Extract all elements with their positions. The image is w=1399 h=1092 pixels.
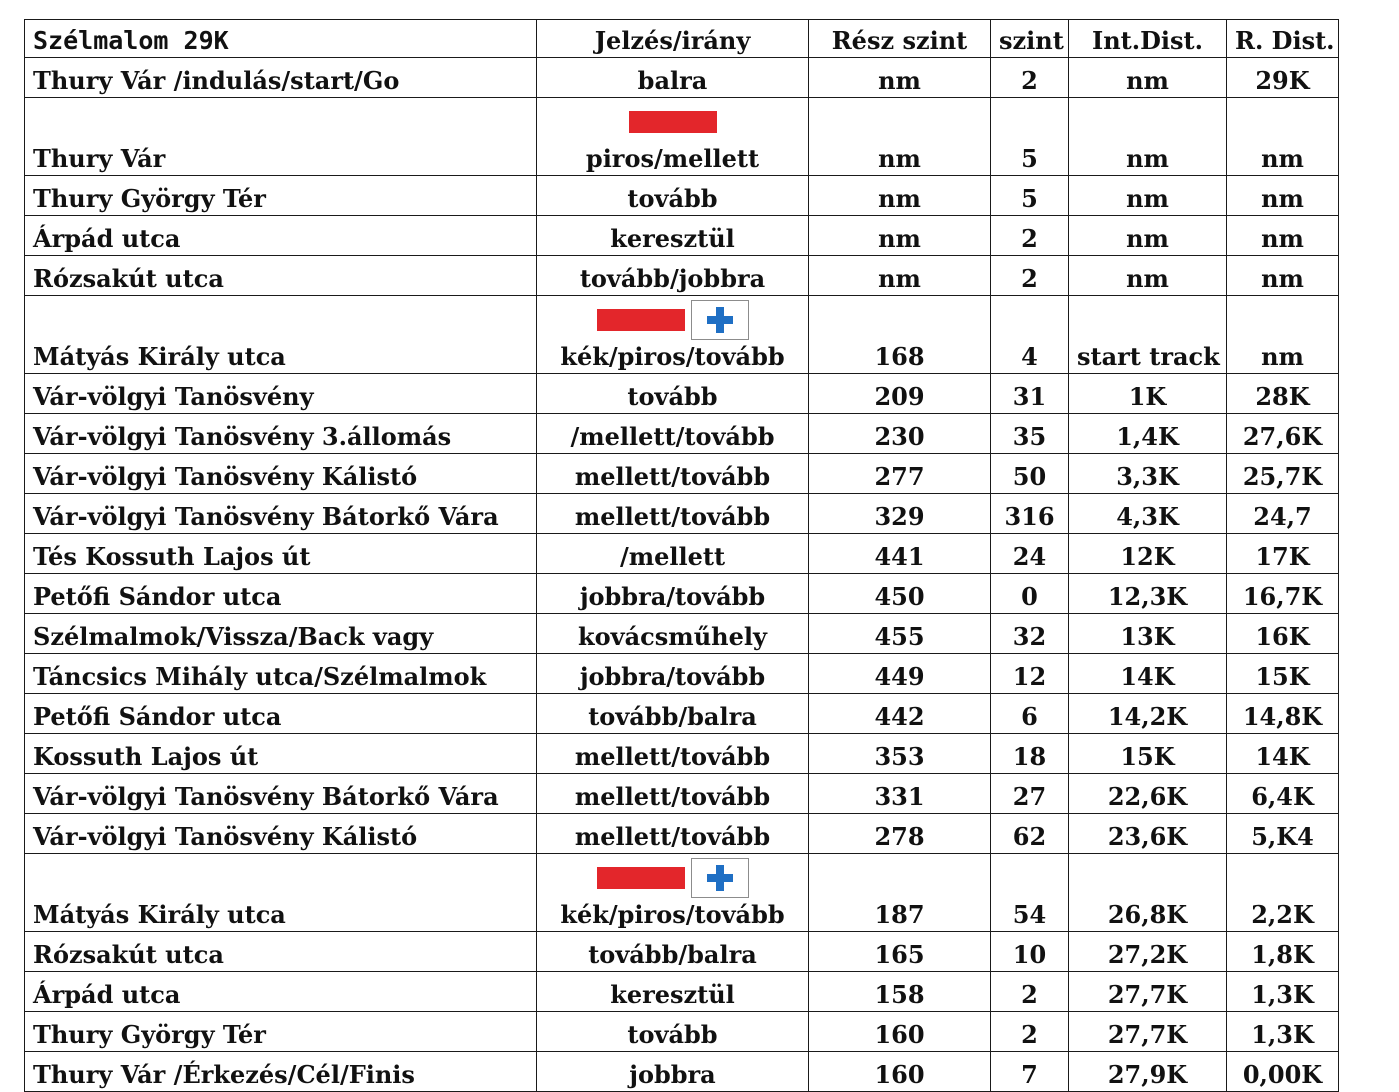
table-row <box>25 216 1339 256</box>
cell-level: 5 <box>991 98 1069 176</box>
cell-int-dist: 4,3K <box>1069 494 1227 534</box>
cell-location: Árpád utca <box>25 216 537 256</box>
cell-int-dist: nm <box>1069 216 1227 256</box>
cell-level: 12 <box>991 654 1069 694</box>
cell-sign: jobbra <box>537 1052 809 1092</box>
cell-r-dist: 27,6K <box>1227 414 1339 454</box>
cell-level: 2 <box>991 972 1069 1012</box>
cell-location: Rózsakút utca <box>25 932 537 972</box>
cell-location: Vár-völgyi Tanösvény 3.állomás <box>25 414 537 454</box>
cell-sign <box>537 854 809 932</box>
cell-r-dist: nm <box>1227 176 1339 216</box>
cell-partial-level: 165 <box>809 932 991 972</box>
table-row <box>25 534 1339 574</box>
cell-level: 2 <box>991 58 1069 98</box>
header-partial-level: Rész szint <box>809 20 991 58</box>
cell-sign: tovább/balra <box>537 694 809 734</box>
cell-int-dist: 14K <box>1069 654 1227 694</box>
table-row <box>25 296 1339 374</box>
cell-partial-level: 455 <box>809 614 991 654</box>
cell-partial-level: 353 <box>809 734 991 774</box>
table-row <box>25 654 1339 694</box>
cell-level: 316 <box>991 494 1069 534</box>
cell-partial-level: nm <box>809 176 991 216</box>
cell-location: Kossuth Lajos út <box>25 734 537 774</box>
table-row <box>25 374 1339 414</box>
cell-location: Petőfi Sándor utca <box>25 694 537 734</box>
cell-r-dist: 1,3K <box>1227 972 1339 1012</box>
cell-location: Táncsics Mihály utca/Szélmalmok <box>25 654 537 694</box>
cell-location: Tés Kossuth Lajos út <box>25 534 537 574</box>
cell-level: 18 <box>991 734 1069 774</box>
cell-r-dist: nm <box>1227 216 1339 256</box>
cell-location: Thury Vár <box>25 98 537 176</box>
cell-int-dist: 23,6K <box>1069 814 1227 854</box>
cell-int-dist: 22,6K <box>1069 774 1227 814</box>
cell-location: Thury György Tér <box>25 176 537 216</box>
cell-location: Vár-völgyi Tanösvény Bátorkő Vára <box>25 494 537 534</box>
cell-r-dist: 16,7K <box>1227 574 1339 614</box>
cell-int-dist: 1K <box>1069 374 1227 414</box>
table-row <box>25 614 1339 654</box>
cell-partial-level: 230 <box>809 414 991 454</box>
cell-partial-level: 442 <box>809 694 991 734</box>
red-trail-marker-icon <box>597 867 685 889</box>
cell-int-dist: 1,4K <box>1069 414 1227 454</box>
cell-sign: tovább <box>537 374 809 414</box>
table-row <box>25 694 1339 734</box>
cell-r-dist: 5,K4 <box>1227 814 1339 854</box>
table-row <box>25 774 1339 814</box>
cell-r-dist: 0,00K <box>1227 1052 1339 1092</box>
trail-marker <box>545 300 800 340</box>
cell-sign: mellett/tovább <box>537 814 809 854</box>
table-row <box>25 574 1339 614</box>
cell-location: Vár-völgyi Tanösvény Kálistó <box>25 814 537 854</box>
cell-location: Rózsakút utca <box>25 256 537 296</box>
cell-int-dist: 27,7K <box>1069 972 1227 1012</box>
cell-location: Mátyás Király utca <box>25 854 537 932</box>
cell-r-dist: nm <box>1227 296 1339 374</box>
cell-partial-level: 187 <box>809 854 991 932</box>
route-table <box>24 19 1339 1092</box>
trail-marker <box>545 102 800 142</box>
cell-partial-level: 449 <box>809 654 991 694</box>
cell-location: Vár-völgyi Tanösvény Bátorkő Vára <box>25 774 537 814</box>
cell-partial-level: 209 <box>809 374 991 414</box>
cell-int-dist: nm <box>1069 256 1227 296</box>
cell-int-dist: 14,2K <box>1069 694 1227 734</box>
cell-r-dist: 6,4K <box>1227 774 1339 814</box>
cell-r-dist: 17K <box>1227 534 1339 574</box>
table-row <box>25 414 1339 454</box>
cell-partial-level: 277 <box>809 454 991 494</box>
cell-int-dist: nm <box>1069 58 1227 98</box>
cell-partial-level: 160 <box>809 1052 991 1092</box>
cell-sign: balra <box>537 58 809 98</box>
cell-partial-level: nm <box>809 216 991 256</box>
table-row <box>25 176 1339 216</box>
cell-partial-level: nm <box>809 98 991 176</box>
cell-level: 32 <box>991 614 1069 654</box>
trail-marker <box>545 858 800 898</box>
cell-r-dist: 1,3K <box>1227 1012 1339 1052</box>
table-title: Szélmalom 29K <box>25 20 537 58</box>
cell-r-dist: 15K <box>1227 654 1339 694</box>
cell-sign: jobbra/tovább <box>537 574 809 614</box>
cell-r-dist: 1,8K <box>1227 932 1339 972</box>
red-trail-marker-icon <box>597 309 685 331</box>
cell-int-dist: nm <box>1069 176 1227 216</box>
table-row <box>25 854 1339 932</box>
cell-level: 35 <box>991 414 1069 454</box>
cell-r-dist: 24,7 <box>1227 494 1339 534</box>
cell-level: 50 <box>991 454 1069 494</box>
cell-partial-level: 450 <box>809 574 991 614</box>
cell-r-dist: 14,8K <box>1227 694 1339 734</box>
cell-sign: mellett/tovább <box>537 494 809 534</box>
cell-sign: /mellett <box>537 534 809 574</box>
cell-location: Petőfi Sándor utca <box>25 574 537 614</box>
cell-sign <box>537 98 809 176</box>
cell-location: Szélmalmok/Vissza/Back vagy <box>25 614 537 654</box>
cell-sign: tovább <box>537 176 809 216</box>
cell-r-dist: 2,2K <box>1227 854 1339 932</box>
cell-int-dist: 27,7K <box>1069 1012 1227 1052</box>
blue-cross-trail-marker-icon <box>691 858 749 898</box>
header-sign: Jelzés/irány <box>537 20 809 58</box>
cell-sign: /mellett/tovább <box>537 414 809 454</box>
cell-partial-level: 331 <box>809 774 991 814</box>
cell-int-dist: 27,2K <box>1069 932 1227 972</box>
cell-level: 2 <box>991 216 1069 256</box>
sign-text: kék/piros/tovább <box>560 342 785 371</box>
table-row <box>25 734 1339 774</box>
cell-level: 0 <box>991 574 1069 614</box>
cell-int-dist: 3,3K <box>1069 454 1227 494</box>
cell-sign: kovácsműhely <box>537 614 809 654</box>
cell-sign: jobbra/tovább <box>537 654 809 694</box>
table-row <box>25 494 1339 534</box>
cell-r-dist: 14K <box>1227 734 1339 774</box>
cell-partial-level: 168 <box>809 296 991 374</box>
cell-location: Mátyás Király utca <box>25 296 537 374</box>
table-row <box>25 972 1339 1012</box>
cell-level: 54 <box>991 854 1069 932</box>
cell-level: 7 <box>991 1052 1069 1092</box>
table-row <box>25 814 1339 854</box>
cell-level: 24 <box>991 534 1069 574</box>
cell-sign <box>537 296 809 374</box>
cell-sign: mellett/tovább <box>537 734 809 774</box>
cell-r-dist: nm <box>1227 256 1339 296</box>
cell-int-dist: 12K <box>1069 534 1227 574</box>
header-level: szint <box>991 20 1069 58</box>
cell-level: 31 <box>991 374 1069 414</box>
cell-int-dist: 27,9K <box>1069 1052 1227 1092</box>
cell-int-dist: 12,3K <box>1069 574 1227 614</box>
cell-r-dist: nm <box>1227 98 1339 176</box>
header-row <box>25 20 1339 58</box>
cell-level: 10 <box>991 932 1069 972</box>
sign-text: piros/mellett <box>585 144 760 173</box>
table-row <box>25 932 1339 972</box>
cell-level: 6 <box>991 694 1069 734</box>
cell-partial-level: nm <box>809 58 991 98</box>
cell-r-dist: 16K <box>1227 614 1339 654</box>
cell-int-dist: start track <box>1069 296 1227 374</box>
cell-location: Thury Vár /indulás/start/Go <box>25 58 537 98</box>
cell-sign: mellett/tovább <box>537 774 809 814</box>
cell-level: 5 <box>991 176 1069 216</box>
cell-location: Thury Vár /Érkezés/Cél/Finis <box>25 1052 537 1092</box>
cell-partial-level: 329 <box>809 494 991 534</box>
red-trail-marker-icon <box>629 111 717 133</box>
cell-int-dist: 13K <box>1069 614 1227 654</box>
cell-partial-level: 278 <box>809 814 991 854</box>
cell-location: Árpád utca <box>25 972 537 1012</box>
cell-level: 62 <box>991 814 1069 854</box>
cell-location: Vár-völgyi Tanösvény <box>25 374 537 414</box>
cell-int-dist: 26,8K <box>1069 854 1227 932</box>
cell-location: Vár-völgyi Tanösvény Kálistó <box>25 454 537 494</box>
table-row <box>25 256 1339 296</box>
cell-level: 2 <box>991 256 1069 296</box>
cell-sign: keresztül <box>537 972 809 1012</box>
header-int-dist: Int.Dist. <box>1069 20 1227 58</box>
cell-sign: tovább <box>537 1012 809 1052</box>
sign-text: kék/piros/tovább <box>560 900 785 929</box>
cell-r-dist: 25,7K <box>1227 454 1339 494</box>
cell-r-dist: 29K <box>1227 58 1339 98</box>
cell-partial-level: 441 <box>809 534 991 574</box>
blue-cross-trail-marker-icon <box>691 300 749 340</box>
table-row <box>25 1052 1339 1092</box>
cell-int-dist: nm <box>1069 98 1227 176</box>
header-r-dist: R. Dist. <box>1227 20 1339 58</box>
cell-int-dist: 15K <box>1069 734 1227 774</box>
cell-sign: tovább/balra <box>537 932 809 972</box>
cell-sign: keresztül <box>537 216 809 256</box>
cell-partial-level: 158 <box>809 972 991 1012</box>
table-row <box>25 1012 1339 1052</box>
cell-sign: tovább/jobbra <box>537 256 809 296</box>
cell-sign: mellett/tovább <box>537 454 809 494</box>
cell-level: 4 <box>991 296 1069 374</box>
table-row <box>25 58 1339 98</box>
cell-partial-level: 160 <box>809 1012 991 1052</box>
cell-partial-level: nm <box>809 256 991 296</box>
cell-r-dist: 28K <box>1227 374 1339 414</box>
cell-level: 27 <box>991 774 1069 814</box>
cell-location: Thury György Tér <box>25 1012 537 1052</box>
table-row <box>25 454 1339 494</box>
table-row <box>25 98 1339 176</box>
cell-level: 2 <box>991 1012 1069 1052</box>
